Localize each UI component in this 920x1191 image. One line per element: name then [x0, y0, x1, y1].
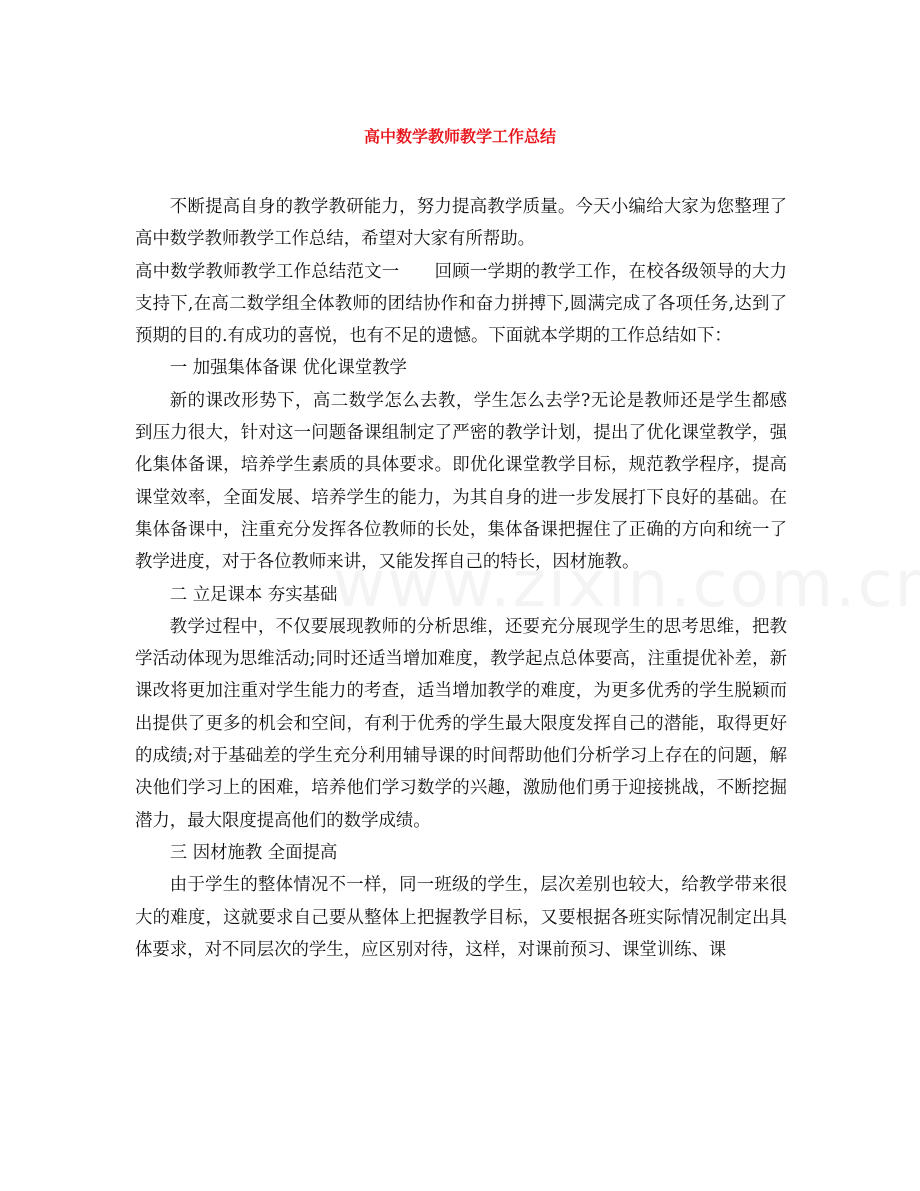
- section-heading-3: 三 因材施教 全面提高: [169, 842, 338, 863]
- section-heading-1: 一 加强集体备课 优化课堂教学: [169, 358, 407, 379]
- section-2-paragraph: 教学过程中，不仅要展现教师的分析思维，还要充分展现学生的思考思维，把教学活动体现为思维活动;同时还适当增加难度，教学起点总体要高，注重提优补差，新课改将更加注重对学生能力的考查，适当增加教学的难度，为更多优秀的学生脱颖而出提供了更多的机会和空间，有利于优秀的学生最大限度发挥自己的潜能，取得更好的成绩;对于基础差的学生充分利用辅导课的时间帮助他们分析学习上存在的问题，解决他们学习上的困难，培养他们学习数学的兴趣，激励他们勇于迎接挑战，不断挖掘潜力，最大限度提高他们的数学成绩。: [135, 616, 787, 831]
- intro-paragraph: 不断提高自身的教学教研能力，努力提高教学质量。今天小编给大家为您整理了高中数学教师教学工作总结，希望对大家有所帮助。: [135, 197, 787, 250]
- section-heading-2: 二 立足课本 夯实基础: [169, 584, 338, 605]
- section-3-paragraph: 由于学生的整体情况不一样，同一班级的学生，层次差别也较大，给教学带来很大的难度，这就要求自己要从整体上把握教学目标，又要根据各班实际情况制定出具体要求，对不同层次的学生，应区别对待，这样，对课前预习、课堂训练、课: [135, 875, 787, 960]
- section-1-paragraph: 新的课改形势下，高二数学怎么去教，学生怎么去学?无论是教师还是学生都感到压力很大，针对这一问题备课组制定了严密的教学计划，提出了优化课堂教学，强化集体备课，培养学生素质的具体要求。即优化课堂教学目标，规范教学程序，提高课堂效率，全面发展、培养学生的能力，为其自身的进一步发展打下良好的基础。在集体备课中，注重充分发挥各位教师的长处，集体备课把握住了正确的方向和统一了教学进度，对于各位教师来讲，又能发挥自己的特长，因材施教。: [135, 390, 787, 573]
- document-body: [135, 191, 787, 966]
- sample-one-paragraph: 高中数学教师教学工作总结范文一 回顾一学期的教学工作，在校各级领导的大力支持下,在高二数学组全体教师的团结协作和奋力拼搏下,圆满完成了各项任务,达到了预期的目的.有成功的喜悦，也有不足的遗憾。下面就本学期的工作总结如下：: [135, 261, 787, 347]
- document-title: 高中数学教师教学工作总结: [363, 127, 556, 146]
